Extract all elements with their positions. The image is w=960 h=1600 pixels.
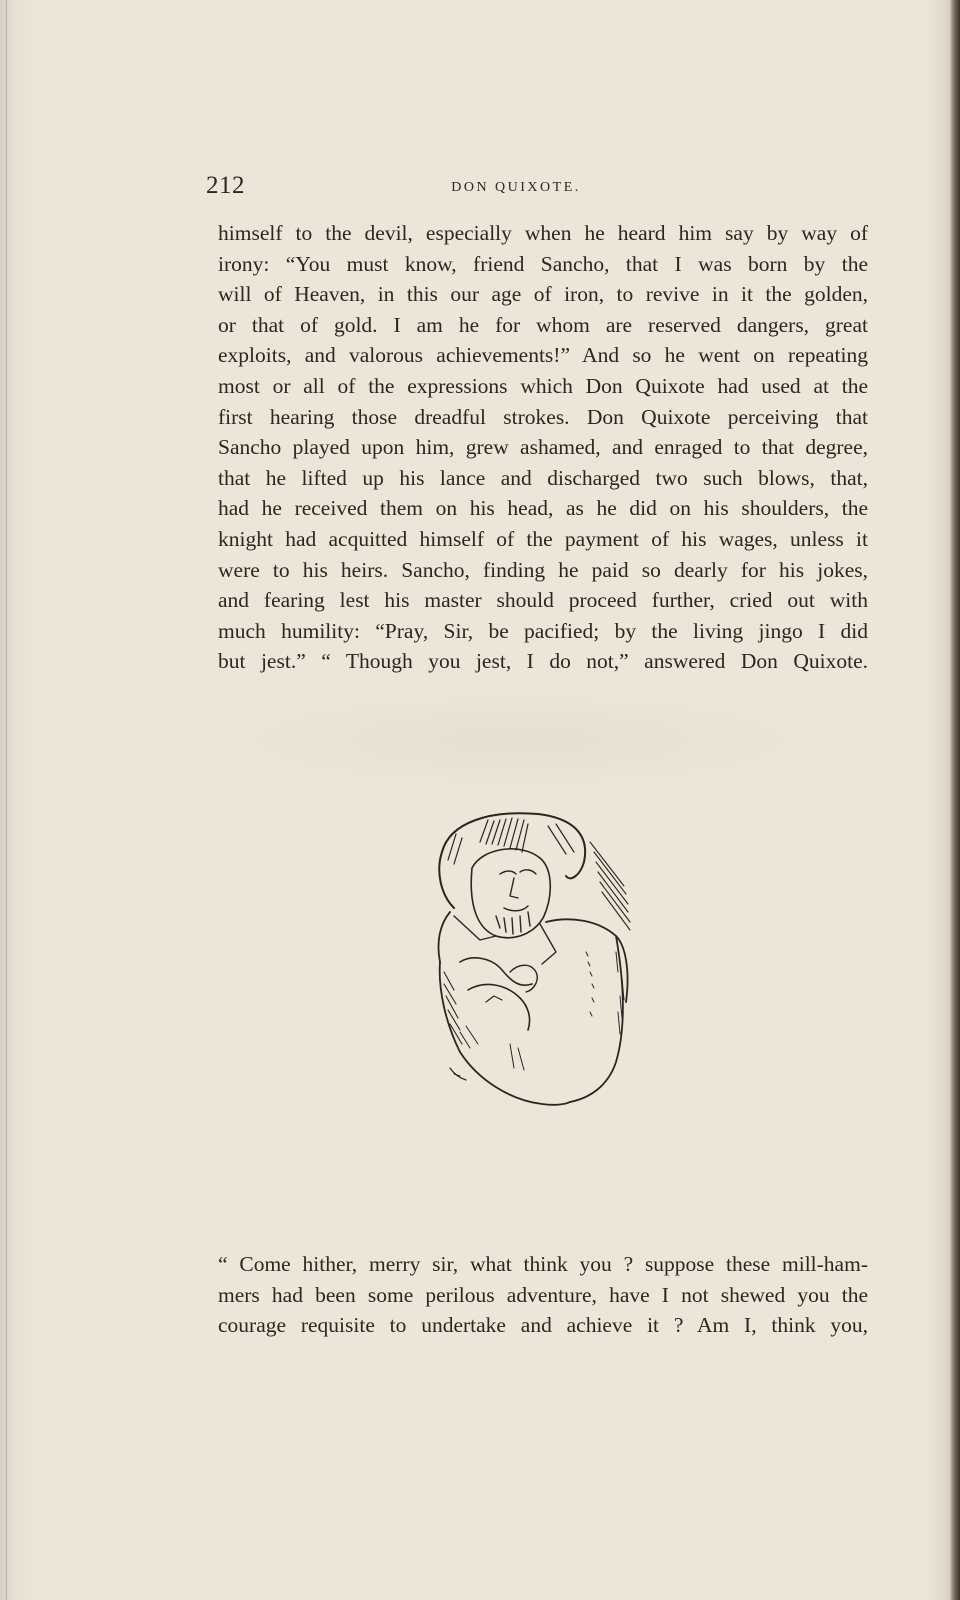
body-text-top [218,218,868,677]
page-left-edge [6,0,7,1600]
page-right-edge [950,0,960,1600]
text-line: but jest.” “ Though you jest, I do not,” answered Don Quixote. [218,649,868,674]
text-line: irony: “You must know, friend Sancho, that I was born by the [218,251,868,276]
text-line: that he lifted up his lance and discharged two such blows, that, [218,465,868,490]
text-line: will of Heaven, in this our age of iron, to revive in it the golden, [218,282,868,307]
text-line: himself to the devil, especially when he heard him say by way of [218,221,868,245]
text-line: exploits, and valorous achievements!” And so he went on repeating [218,343,868,368]
text-line: much humility: “Pray, Sir, be pacified; by the living jingo I did [218,618,868,643]
text-line: knight had acquitted himself of the payment of his wages, unless it [218,526,868,551]
text-line: mers had been some perilous adventure, have I not shewed you the [218,1282,868,1307]
text-line: most or all of the expressions which Don Quixote had used at the [218,373,868,398]
ink-bleed-through [190,690,850,790]
text-line: or that of gold. I am he for whom are reserved dangers, great [218,312,868,337]
page-header [206,168,866,208]
text-line: first hearing those dreadful strokes. Don Quixote perceiving that [218,404,868,429]
text-line: had he received them on his head, as he did on his shoulders, the [218,496,868,521]
text-line: courage requisite to undertake and achieve it ? Am I, think you, [218,1313,868,1338]
text-line: Sancho played upon him, grew ashamed, and enraged to that degree, [218,435,868,460]
body-text-bottom [218,1249,868,1341]
text-line: were to his heirs. Sancho, finding he paid so dearly for his jokes, [218,557,868,582]
engraving-sancho-figure-icon [420,812,650,1122]
text-line: “ Come hither, merry sir, what think you ? suppose these mill-ham- [218,1252,868,1276]
text-line: and fearing lest his master should proceed further, cried out with [218,588,868,613]
page-number: 212 [206,172,245,199]
running-title: DON QUIXOTE. [451,180,581,195]
